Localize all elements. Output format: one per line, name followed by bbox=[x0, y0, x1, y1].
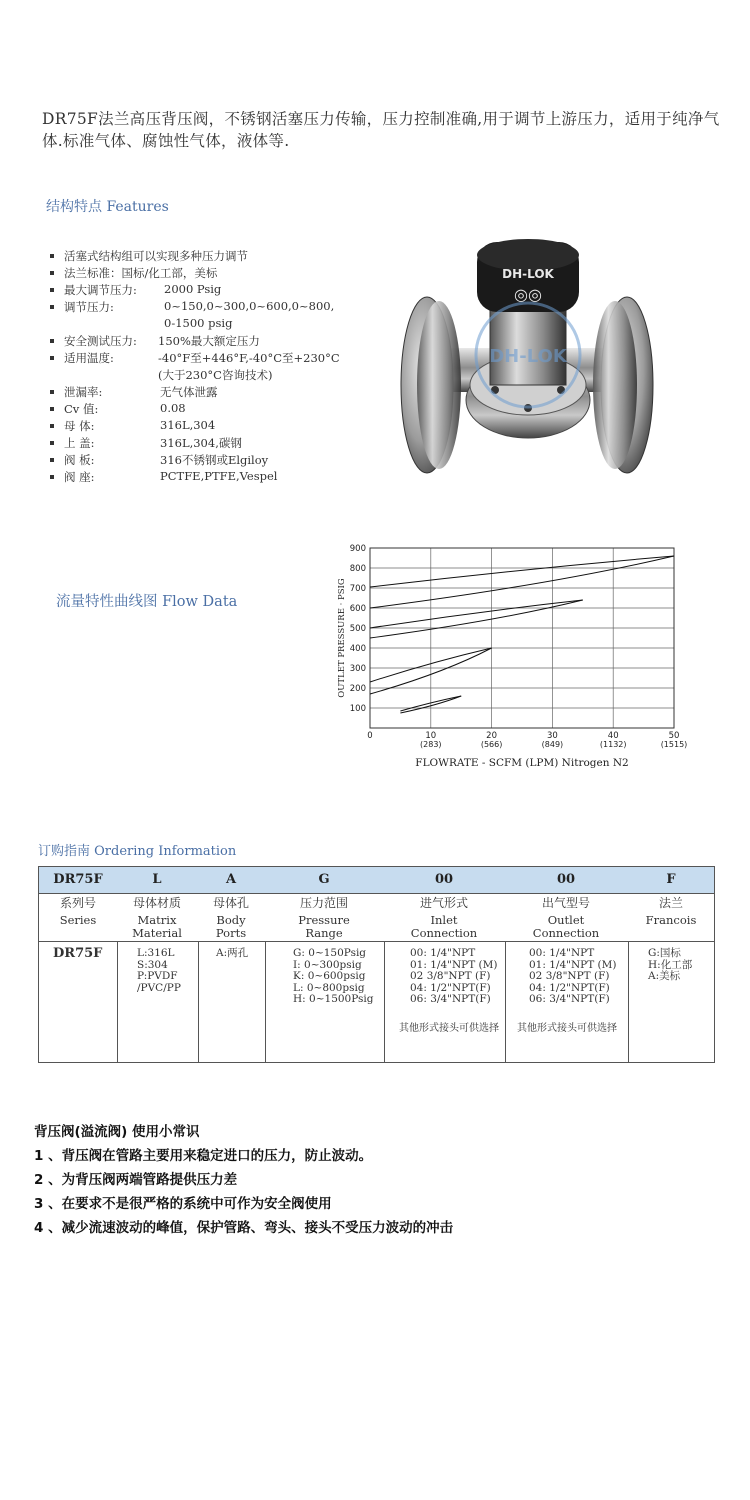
bullet-icon bbox=[50, 288, 54, 292]
header-code: DR75F bbox=[53, 872, 103, 887]
feature-label: 最大调节压力: bbox=[64, 283, 137, 297]
column-label-cn: 法兰 bbox=[658, 896, 683, 910]
pressure-value: G: 0~150Psig I: 0~300psig K: 0~600psig L: 0~800psig H: 0~1500Psig bbox=[293, 947, 374, 1005]
bullet-icon bbox=[50, 407, 54, 411]
header-code: 00 bbox=[556, 872, 576, 887]
column-label-en: Series bbox=[59, 913, 97, 927]
feature-label: 母 体: bbox=[64, 419, 95, 433]
feature-label: Cv 值: bbox=[64, 402, 99, 416]
usage-tip: 4 、减少流速波动的峰值，保护管路、弯头、接头不受压力波动的冲击 bbox=[34, 1220, 454, 1236]
column-label-cn: 出气型号 bbox=[541, 896, 590, 910]
feature-label: 调节压力: bbox=[64, 300, 114, 314]
cap-brand-text: DH-LOK bbox=[502, 267, 554, 281]
x-tick-label: 40 bbox=[607, 731, 619, 741]
column-label bbox=[265, 897, 383, 940]
y-tick-label: 300 bbox=[349, 664, 366, 674]
product-image bbox=[395, 230, 665, 480]
y-tick-label: 800 bbox=[349, 564, 366, 574]
feature-value: 316L,304 bbox=[160, 418, 216, 432]
column-label-cn: 母体材质 bbox=[132, 896, 181, 910]
bullet-icon bbox=[50, 390, 54, 394]
y-tick-label: 500 bbox=[349, 624, 366, 634]
series-value: DR75F bbox=[53, 946, 103, 961]
bullet-icon bbox=[50, 441, 54, 445]
column-label bbox=[39, 897, 117, 927]
x-tick-sublabel: (849) bbox=[541, 740, 564, 749]
feature-label: 适用温度: bbox=[64, 351, 114, 365]
bullet-icon bbox=[50, 305, 54, 309]
bullet-icon bbox=[50, 339, 54, 343]
material-value: L:316L S:304 P:PVDF /PVC/PP bbox=[137, 947, 181, 994]
x-tick-label: 20 bbox=[486, 731, 498, 741]
feature-value: -40°F至+446°F,-40°C至+230°C bbox=[158, 351, 340, 365]
y-tick-label: 200 bbox=[349, 684, 366, 694]
column-label bbox=[384, 897, 504, 940]
ports-value: A:两孔 bbox=[216, 947, 249, 959]
header-code: A bbox=[225, 872, 237, 887]
plot-frame bbox=[370, 548, 674, 728]
valve-illustration bbox=[395, 230, 665, 480]
feature-value: PCTFE,PTFE,Vespel bbox=[160, 469, 278, 483]
feature-value: 0-1500 psig bbox=[164, 316, 233, 330]
usage-tip: 2 、为背压阀两端管路提供压力差 bbox=[34, 1172, 238, 1188]
inlet-note: 其他形式接头可供选择 bbox=[399, 1023, 499, 1034]
column-label bbox=[628, 897, 714, 927]
feature-value: 316L,304,碳钢 bbox=[160, 436, 242, 450]
flange-value: G:国标 H:化工部 A:美标 bbox=[648, 947, 693, 982]
column-label-en: Francois bbox=[645, 913, 697, 927]
watermark-text: DH-LOK bbox=[489, 346, 567, 367]
column-label-en: Matrix Material bbox=[132, 913, 182, 940]
flow-chart bbox=[330, 540, 700, 775]
column-label-cn: 进气形式 bbox=[419, 896, 468, 910]
column-label-en: Inlet Connection bbox=[410, 913, 478, 940]
y-tick-label: 400 bbox=[349, 644, 366, 654]
bullet-icon bbox=[50, 475, 54, 479]
ordering-title: 订购指南 Ordering Information bbox=[38, 844, 237, 859]
header-code: F bbox=[666, 872, 676, 887]
x-tick-sublabel: (283) bbox=[420, 740, 442, 749]
outlet-note: 其他形式接头可供选择 bbox=[517, 1023, 617, 1034]
header-code: L bbox=[152, 872, 162, 887]
column-label bbox=[505, 897, 627, 940]
y-tick-label: 700 bbox=[349, 584, 366, 594]
feature-value: 0~150,0~300,0~600,0~800, bbox=[164, 299, 335, 313]
feature-label: 阀 座: bbox=[64, 470, 95, 484]
inlet-value: 00: 1/4"NPT 01: 1/4"NPT (M) 02 3/8"NPT (F) 04: 1/2"NPT(F) 06: 3/4"NPT(F) bbox=[410, 947, 498, 1005]
series-600-lower bbox=[370, 600, 583, 638]
usage-tip: 1 、背压阀在管路主要用来稳定进口的压力，防止波动。 bbox=[34, 1148, 373, 1164]
x-tick-sublabel: (566) bbox=[480, 740, 503, 749]
x-axis-label: FLOWRATE - SCFM (LPM) Nitrogen N2 bbox=[415, 757, 629, 769]
feature-label: 泄漏率: bbox=[64, 385, 103, 399]
svg-text:◎◎: ◎◎ bbox=[514, 285, 542, 304]
column-label bbox=[198, 897, 264, 940]
outlet-value: 00: 1/4"NPT 01: 1/4"NPT (M) 02 3/8"NPT (F) 04: 1/2"NPT(F) 06: 3/4"NPT(F) bbox=[529, 947, 617, 1005]
feature-label: 阀 板: bbox=[64, 453, 95, 467]
feature-value: 0.08 bbox=[160, 401, 186, 415]
ordering-table bbox=[38, 866, 715, 1063]
column-label-en: Outlet Connection bbox=[532, 913, 600, 940]
usage-tips bbox=[34, 1120, 453, 1240]
header-code: G bbox=[318, 872, 330, 887]
feature-label: 法兰标准：国标/化工部，美标 bbox=[64, 266, 218, 280]
flow-data-title: 流量特性曲线图 Flow Data bbox=[56, 594, 238, 610]
y-tick-label: 600 bbox=[349, 604, 366, 614]
usage-tips-title: 背压阀(溢流阀) 使用小常识 bbox=[34, 1124, 200, 1140]
x-tick-label: 10 bbox=[425, 731, 437, 741]
feature-label: 上 盖: bbox=[64, 436, 95, 450]
column-label bbox=[117, 897, 197, 940]
x-tick-label: 30 bbox=[546, 731, 558, 741]
bullet-icon bbox=[50, 271, 54, 275]
feature-value: 150%最大额定压力 bbox=[158, 334, 260, 348]
x-tick-sublabel: (1132) bbox=[599, 740, 627, 749]
header-code: 00 bbox=[434, 872, 454, 887]
column-label-en: Body Ports bbox=[215, 913, 247, 940]
feature-value: 316不锈钢或Elgiloy bbox=[160, 453, 269, 467]
bullet-icon bbox=[50, 356, 54, 360]
x-tick-sublabel: (1515) bbox=[660, 740, 688, 749]
feature-value: (大于230°C咨询技术) bbox=[158, 368, 273, 382]
feature-label: 安全测试压力: bbox=[64, 334, 137, 348]
series-800-upper bbox=[370, 556, 674, 587]
x-tick-label: 0 bbox=[367, 731, 373, 741]
features-title: 结构特点 Features bbox=[46, 199, 169, 215]
y-axis-label: OUTLET PRESSURE · PSIG bbox=[337, 578, 347, 698]
bullet-icon bbox=[50, 254, 54, 258]
column-label-cn: 母体孔 bbox=[212, 896, 249, 910]
usage-tip: 3 、在要求不是很严格的系统中可作为安全阀使用 bbox=[34, 1196, 332, 1212]
column-label-cn: 系列号 bbox=[59, 896, 96, 910]
bullet-icon bbox=[50, 424, 54, 428]
table-divider bbox=[39, 941, 714, 942]
bullet-icon bbox=[50, 458, 54, 462]
feature-value: 无气体泄露 bbox=[160, 385, 218, 399]
feature-value: 2000 Psig bbox=[164, 282, 222, 296]
y-tick-label: 100 bbox=[349, 704, 366, 714]
intro-paragraph: DR75F法兰高压背压阀，不锈钢活塞压力传输，压力控制准确,用于调节上游压力，适用于纯净气体.标准气体、腐蚀性气体，液体等. bbox=[42, 110, 720, 150]
column-label-en: Pressure Range bbox=[298, 913, 350, 940]
column-label-cn: 压力范围 bbox=[299, 896, 348, 910]
y-tick-label: 900 bbox=[349, 544, 366, 554]
feature-label: 活塞式结构组可以实现多种压力调节 bbox=[64, 249, 248, 263]
x-tick-label: 50 bbox=[668, 731, 680, 741]
